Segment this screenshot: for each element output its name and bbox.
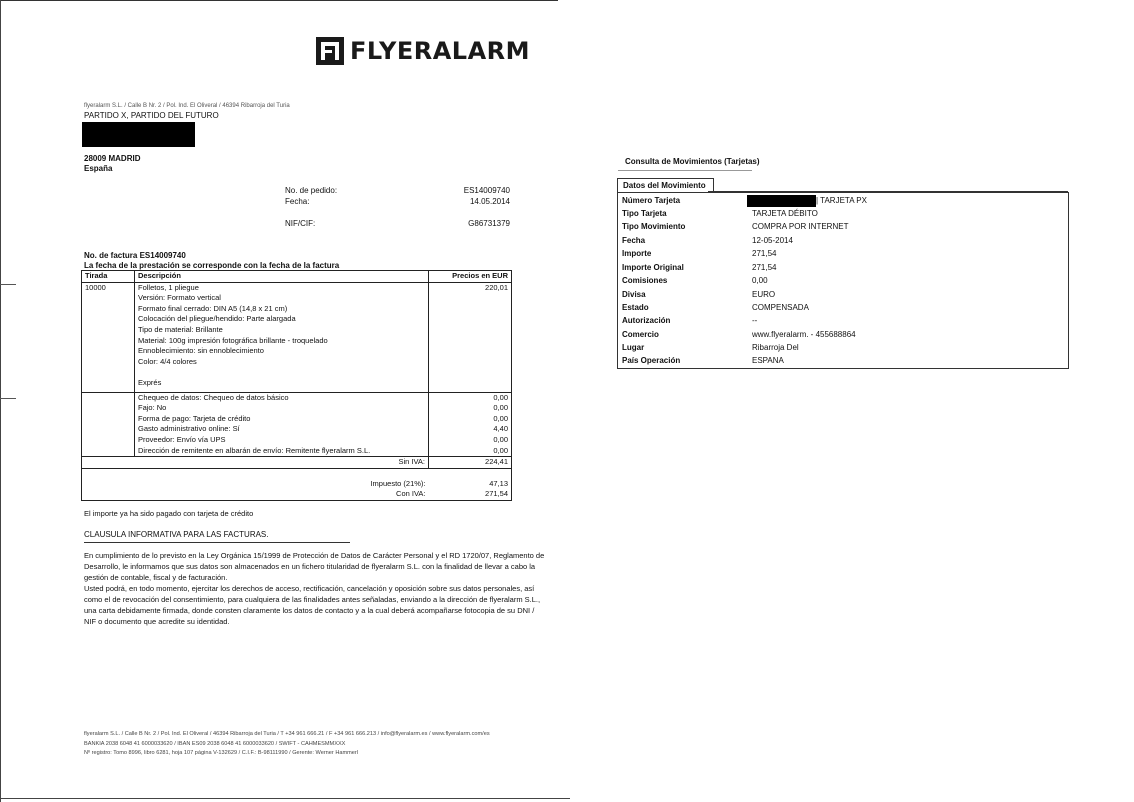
extra-price: 0,00 — [493, 413, 508, 423]
flyeralarm-logo — [316, 36, 530, 66]
row-value: www.flyeralarm. - 455688864 — [752, 330, 856, 339]
sin-iva-label: Sin IVA: — [82, 457, 429, 469]
extras-descriptions — [135, 392, 429, 457]
product-tirada: 10000 — [82, 282, 135, 392]
tab-datos-movimiento[interactable]: Datos del Movimiento — [617, 178, 714, 192]
row-label: Comercio — [622, 330, 659, 339]
row-value: COMPRA POR INTERNET — [752, 222, 849, 231]
impuesto-label: Impuesto (21%): — [82, 479, 429, 490]
product-line: Tipo de material: Brillante — [138, 324, 223, 334]
product-line: Color: 4/4 colores — [138, 356, 197, 366]
extra-desc: Fajo: No — [138, 403, 167, 413]
extras-empty — [82, 392, 135, 457]
nif: G86731379 — [468, 219, 510, 228]
redacted-block — [82, 122, 195, 147]
product-line: Folletos, 1 pliegue — [138, 282, 199, 292]
tax-row — [82, 479, 512, 490]
recipient-country: España — [84, 164, 113, 173]
row-value: COMPENSADA — [752, 303, 809, 312]
extra-price: 0,00 — [493, 392, 508, 402]
product-line: Colocación del pliegue/hendido: Parte alargada — [138, 314, 296, 324]
recipient-name: PARTIDO X, PARTIDO DEL FUTURO — [84, 111, 219, 120]
row-label: Importe — [622, 249, 652, 258]
row-label: Estado — [622, 303, 649, 312]
page-edge — [0, 0, 1, 802]
invoice-page — [0, 0, 558, 802]
logo-mark-icon — [316, 37, 344, 65]
product-row — [82, 282, 512, 392]
date: 14.05.2014 — [469, 197, 510, 206]
extra-desc: Chequeo de datos: Chequeo de datos básico — [138, 392, 289, 402]
row-value: 271,54 — [752, 263, 777, 272]
product-line-blank — [138, 367, 425, 378]
extra-price: 4,40 — [493, 424, 508, 434]
invoice-table — [81, 270, 512, 501]
movement-title: Consulta de Movimientos (Tarjetas) — [625, 157, 760, 166]
extra-desc: Dirección de remitente en albarán de envío: Remitente flyeralarm S.L. — [138, 445, 371, 455]
product-price: 220,01 — [429, 282, 512, 392]
extra-desc: Proveedor: Envío vía UPS — [138, 434, 226, 444]
clause-underline — [84, 542, 350, 543]
row-label: País Operación — [622, 356, 681, 365]
product-line: Exprés — [138, 377, 162, 387]
fold-mark — [0, 284, 16, 285]
row-value: Ribarroja Del — [752, 343, 799, 352]
product-description — [135, 282, 429, 392]
footer-line: flyeralarm S.L. / Calle B Nr. 2 / Pol. Ind. El Oliveral / 46394 Ribarroja del Turia / T +34 961 666.21 / F +34 961 666.213 / info@flyeralarm.es / www.flyeralarm.com/es — [84, 731, 490, 737]
con-iva-value: 271,54 — [429, 489, 512, 500]
table-header-row — [82, 271, 512, 283]
row-label: Tipo Tarjeta — [622, 209, 667, 218]
clause-title: CLAUSULA INFORMATIVA PARA LAS FACTURAS. — [84, 530, 269, 539]
invoice-note: La fecha de la prestación se corresponde con la fecha de la factura — [84, 261, 340, 270]
extras-prices — [429, 392, 512, 457]
paid-note: El importe ya ha sido pagado con tarjeta de crédito — [84, 509, 254, 518]
extra-price: 0,00 — [493, 434, 508, 444]
row-value: TARJETA DÉBITO — [752, 209, 818, 218]
product-line: Ennoblecimiento: sin ennoblecimiento — [138, 346, 264, 356]
row-value: 12-05-2014 — [752, 236, 793, 245]
row-value: EURO — [752, 290, 776, 299]
header-precio: Precios en EUR — [429, 271, 512, 283]
sin-iva-value: 224,41 — [429, 457, 512, 469]
row-value: 271,54 — [752, 249, 777, 258]
product-line: Formato final cerrado: DIN A5 (14,8 x 21 cm) — [138, 303, 288, 313]
order-no: ES14009740 — [463, 186, 510, 195]
row-value: -- — [752, 316, 758, 325]
movement-title-underline — [618, 170, 752, 171]
recipient-city: 28009 MADRID — [84, 154, 141, 163]
subtotal-row — [82, 457, 512, 469]
total-row — [82, 489, 512, 500]
redacted-card-number — [747, 195, 816, 207]
spacer-row — [82, 468, 512, 479]
extra-price: 0,00 — [493, 445, 508, 455]
row-value: | TARJETA PX — [816, 196, 867, 205]
row-label: Tipo Movimiento — [622, 222, 686, 231]
product-line: Versión: Formato vertical — [138, 293, 221, 303]
footer-line: BANKIA 2038 6048 41 6000033620 / IBAN ES09 2038 6048 41 6000033620 / SWIFT - CAHMESMMXXX — [84, 740, 346, 747]
header-tirada: Tirada — [82, 271, 135, 283]
row-label: Importe Original — [622, 263, 684, 272]
nif-label: NIF/CIF: — [285, 219, 316, 228]
invoice-number: No. de factura ES14009740 — [84, 251, 186, 260]
logo-text: FLYERALARM — [350, 37, 531, 65]
clause-paragraph-1: En cumplimiento de lo previsto en la Ley Orgánica 15/1999 de Protección de Datos de Carácter Personal y el RD 1720/07, Reglamento de Desarrollo, le informamos que sus datos son almacenados en un fichero titularidad de flyeralarm S.L. con la finalidad de llevar a cabo la gestión de contable, fiscal y de facturación. — [84, 551, 545, 582]
page-edge — [0, 0, 558, 1]
fold-mark — [0, 398, 16, 399]
date-label: Fecha: — [285, 197, 310, 206]
row-label: Autorización — [622, 316, 671, 325]
extra-desc: Forma de pago: Tarjeta de crédito — [138, 413, 251, 423]
header-descripcion: Descripción — [135, 271, 429, 283]
invoice-footer — [84, 730, 554, 759]
extra-desc: Gasto administrativo online: Sí — [138, 424, 240, 434]
footer-line: Nº registro: Tomo 8996, libro 6281, hoja 107 página V-132629 / C.I.F.: B-98111990 / Gerente: Werner Hammerl — [84, 750, 359, 756]
sender-line: flyeralarm S.L. / Calle B Nr. 2 / Pol. Ind. El Oliveral / 46394 Ribarroja del Turia — [84, 103, 290, 109]
row-label: Número Tarjeta — [622, 196, 681, 205]
extras-row — [82, 392, 512, 457]
row-value: ESPANA — [752, 356, 784, 365]
product-line: Material: 100g impresión fotográfica brillante - troquelado — [138, 335, 328, 345]
extra-price: 0,00 — [493, 403, 508, 413]
row-value: 0,00 — [752, 276, 768, 285]
row-label: Fecha — [622, 236, 646, 245]
impuesto-value: 47,13 — [429, 479, 512, 490]
order-no-label: No. de pedido: — [285, 186, 338, 195]
clause-paragraph-2: Usted podrá, en todo momento, ejercitar los derechos de acceso, rectificación, cancelación y oposición sobre sus datos personales, así como el de revocación del consentimiento, para cualquiera de las finalidades antes señaladas, enviando a la dirección de flyeralarm S.L., una carta debidamente firmada, donde consten claramente los datos de contacto y a la cual deberá acompañarse fotocopia de su DNI / NIF o documento que acredite su identidad. — [84, 584, 541, 626]
row-label: Lugar — [622, 343, 645, 352]
con-iva-label: Con IVA: — [82, 489, 429, 500]
row-label: Comisiones — [622, 276, 668, 285]
page-edge — [0, 798, 570, 799]
row-label: Divisa — [622, 290, 646, 299]
